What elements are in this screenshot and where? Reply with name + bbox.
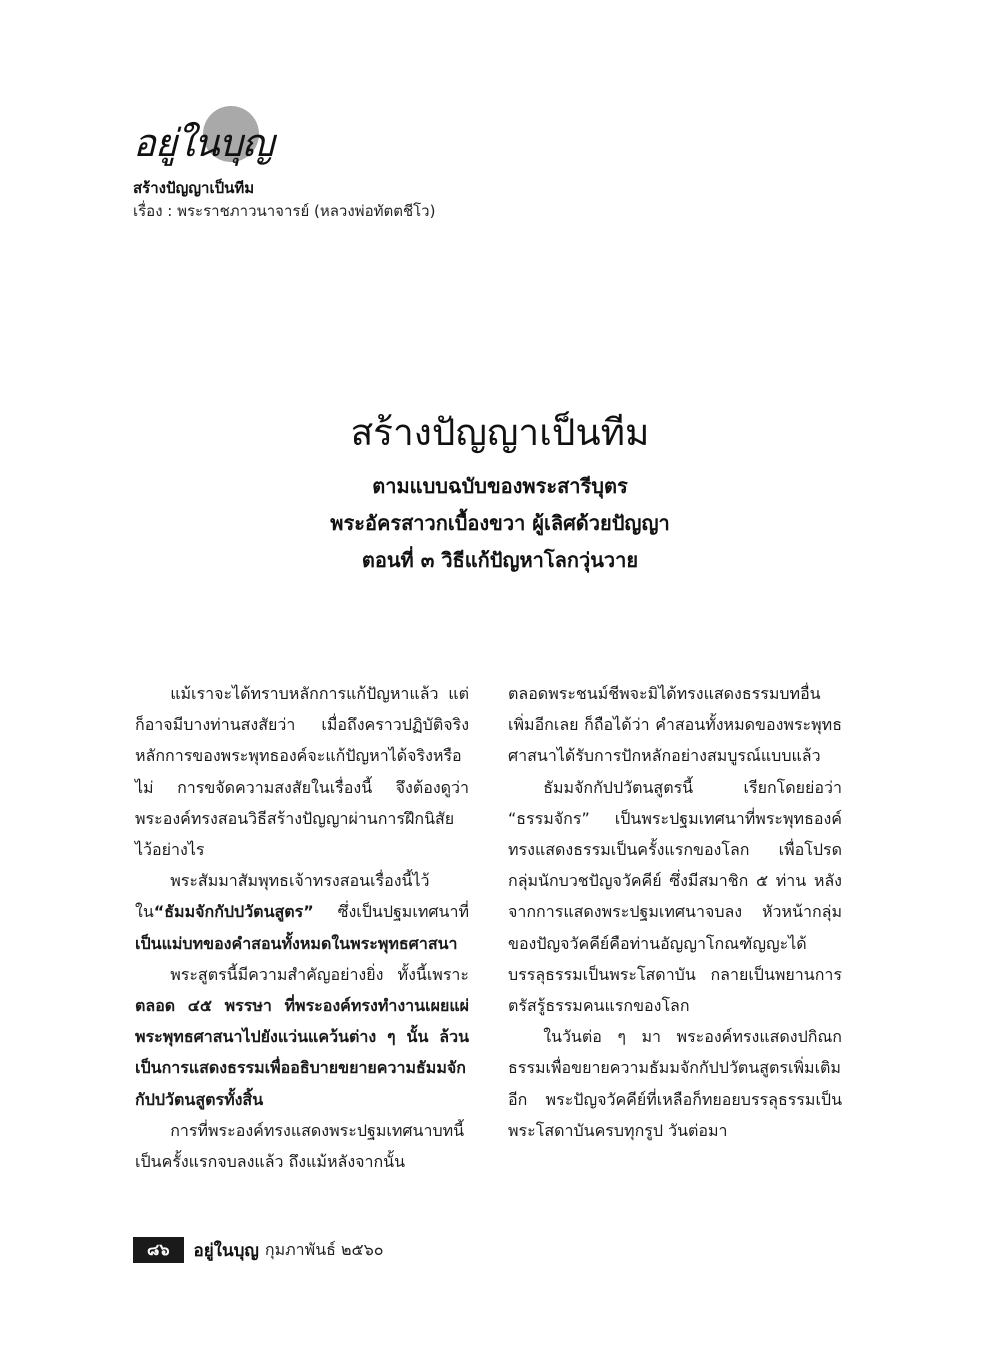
issue-date: กุมภาพันธ์ ๒๕๖๐: [264, 1239, 384, 1259]
subline: ตอนที่ ๓ วิธีแก้ปัญหาโลกวุ่นวาย: [361, 548, 639, 572]
paragraph: แม้เราจะได้ทราบหลักการแก้ปัญหาแล้ว แต่ก็อาจมีบางท่านสงสัยว่า เมื่อถึงคราวปฏิบัติจริง หลักการของพระพุทธองค์จะแก้ปัญหาได้จริงหรือไม่ การขจัดความสงสัยในเรื่องนี้ จึงต้องดูว่า พระองค์ทรงสอนวิธีสร้างปัญญาผ่านการฝึกนิสัยไว้อย่างไร: [135, 684, 469, 860]
text-span: พระสูตรนี้มีความสำคัญอย่างยิ่ง ทั้งนี้เพราะ: [170, 964, 469, 984]
page-number: ๘๖: [133, 1237, 184, 1263]
subline: พระอัครสาวกเบื้องขวา ผู้เลิศด้วยปัญญา: [330, 511, 670, 535]
bold-title: “ธัมมจักกัปปวัตนสูตร”: [153, 902, 314, 922]
right-column: [508, 678, 842, 1146]
logo-text: อยู่ในบุญ: [133, 121, 274, 165]
left-column: [135, 678, 469, 1177]
page-footer: [133, 1236, 384, 1264]
magazine-name: อยู่ในบุญ: [193, 1240, 259, 1261]
magazine-logo: [133, 106, 274, 166]
text-span: พระสัมมาสัมพุทธเจ้าทรงสอนเรื่องนี้ไว้ใน: [135, 871, 430, 922]
paragraph: ตลอดพระชนม์ชีพจะมิได้ทรงแสดงธรรมบทอื่นเพิ่มอีกเลย ก็ถือได้ว่า คำสอนทั้งหมดของพระพุทธศาสนาได้รับการปักหลักอย่างสมบูรณ์แบบแล้ว: [508, 684, 842, 766]
paragraph: [135, 865, 469, 959]
headline: สร้างปัญญาเป็นทีม: [350, 411, 650, 454]
section-title: สร้างปัญญาเป็นทีม: [133, 179, 255, 197]
subline: ตามแบบฉบับของพระสารีบุตร: [372, 474, 628, 498]
bold-text: เป็นแม่บทของคำสอนทั้งหมดในพระพุทธศาสนา: [135, 933, 458, 953]
bold-text: ตลอด ๔๕ พรรษา ที่พระองค์ทรงทำงานเผยแผ่พระพุทธศาสนาไปยังแว่นแคว้นต่าง ๆ นั้น ล้วนเป็นการแสดงธรรมเพื่ออธิบายขยายความธัมมจักกัปปวัตนสูตรทั้งสิ้น: [135, 996, 469, 1109]
byline: เรื่อง : พระราชภาวนาจารย์ (หลวงพ่อทัตตชีโว): [133, 202, 436, 220]
headline-block: [0, 408, 1000, 579]
paragraph: การที่พระองค์ทรงแสดงพระปฐมเทศนาบทนี้เป็นครั้งแรกจบลงแล้ว ถึงแม้หลังจากนั้น: [135, 1120, 465, 1172]
paragraph: [135, 959, 469, 1115]
paragraph: ในวันต่อ ๆ มา พระองค์ทรงแสดงปกิณกธรรมเพื่อขยายความธัมมจักกัปปวัตนสูตรเพิ่มเติมอีก พระปัญจวัคคีย์ที่เหลือก็ทยอยบรรลุธรรมเป็นพระโสดาบันครบทุกรูป วันต่อมา: [508, 1027, 842, 1140]
text-span: ซึ่งเป็นปฐมเทศนาที่: [313, 902, 469, 922]
paragraph: ธัมมจักกัปปวัตนสูตรนี้ เรียกโดยย่อว่า “ธรรมจักร” เป็นพระปฐมเทศนาที่พระพุทธองค์ทรงแสดงธรรมเป็นครั้งแรกของโลก เพื่อโปรดกลุ่มนักบวชปัญจวัคคีย์ ซึ่งมีสมาชิก ๕ ท่าน หลังจากการแสดงพระปฐมเทศนาจบลง หัวหน้ากลุ่มของปัญจวัคคีย์คือท่านอัญญาโกณฑัญญะได้บรรลุธรรมเป็นพระโสดาบัน กลายเป็นพยานการตรัสรู้ธรรมคนแรกของโลก: [508, 777, 842, 1016]
